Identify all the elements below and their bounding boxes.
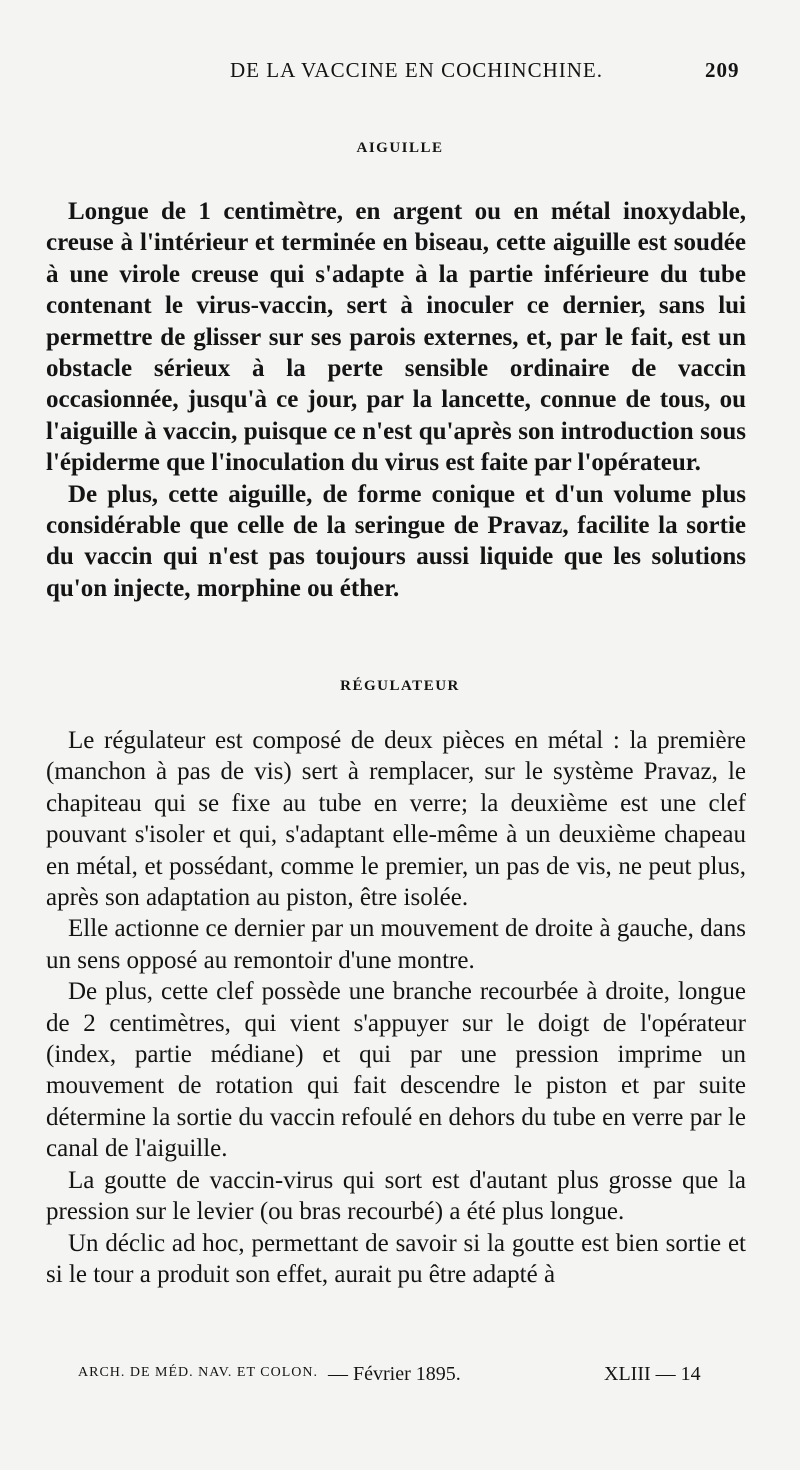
running-title: DE LA VACCINE EN COCHINCHINE.	[230, 58, 603, 82]
paragraph: La goutte de vaccin-virus qui sort est d'autant plus grosse que la pression sur le levier (ou bras recourbé) a été plus longue.	[46, 1166, 746, 1226]
section-body-aiguille	[46, 196, 746, 604]
issue-date: — Février 1895.	[328, 1363, 461, 1385]
running-header	[0, 58, 800, 88]
section-heading-aiguille: AIGUILLE	[356, 140, 444, 156]
page-number: 209	[705, 58, 740, 82]
paragraph: De plus, cette aiguille, de forme conique et d'un volume plus considérable que celle de la seringue de Pravaz, facilite la sortie du vaccin qui n'est pas toujours aussi liquide que les solutions qu'on injecte, morphine ou éther.	[46, 480, 746, 602]
journal-reference: ARCH. DE MÉD. NAV. ET COLON.	[78, 1365, 318, 1380]
paragraph: Un déclic ad hoc, permettant de savoir si la goutte est bien sortie et si le tour a produit son effet, aurait pu être adapté à	[46, 1229, 746, 1288]
paragraph: De plus, cette clef possède une branche recourbée à droite, longue de 2 centimètres, qui vient s'appuyer sur le doigt de l'opérateur (index, partie médiane) et qui par une pression imprime un mouvement de rotation qui fait descendre le piston et par suite détermine la sortie du vaccin refoulé en dehors du tube en verre par le canal de l'aiguille.	[46, 978, 746, 1163]
paragraph: Elle actionne ce dernier par un mouvement de droite à gauche, dans un sens opposé au remontoir d'une montre.	[46, 915, 746, 974]
signature-mark: XLIII — 14	[604, 1363, 701, 1385]
page-footer	[0, 1363, 800, 1393]
section-body-regulateur	[46, 725, 746, 1290]
section-heading-regulateur: RÉGULATEUR	[340, 678, 460, 694]
paragraph: Le régulateur est composé de deux pièces en métal : la première (manchon à pas de vis) sert à remplacer, sur le système Pravaz, le chapiteau qui se fixe au tube en verre; la deuxième est une clef pouvant s'isoler et qui, s'adaptant elle-même à un deuxième chapeau en métal, et possédant, comme le premier, un pas de vis, ne peut plus, après son adaptation au piston, être isolée.	[46, 727, 746, 912]
paragraph: Longue de 1 centimètre, en argent ou en métal inoxydable, creuse à l'intérieur et terminée en biseau, cette aiguille est soudée à une virole creuse qui s'adapte à la partie inférieure du tube contenant le virus-vaccin, sert à inoculer ce dernier, sans lui permettre de glisser sur ses parois externes, et, par le fait, est un obstacle sérieux à la perte sensible ordinaire de vaccin occasionnée, jusqu'à ce jour, par la lancette, connue de tous, ou l'aiguille à vaccin, puisque ce n'est qu'après son introduction sous l'épiderme que l'inoculation du virus est faite par l'opérateur.	[46, 198, 746, 477]
